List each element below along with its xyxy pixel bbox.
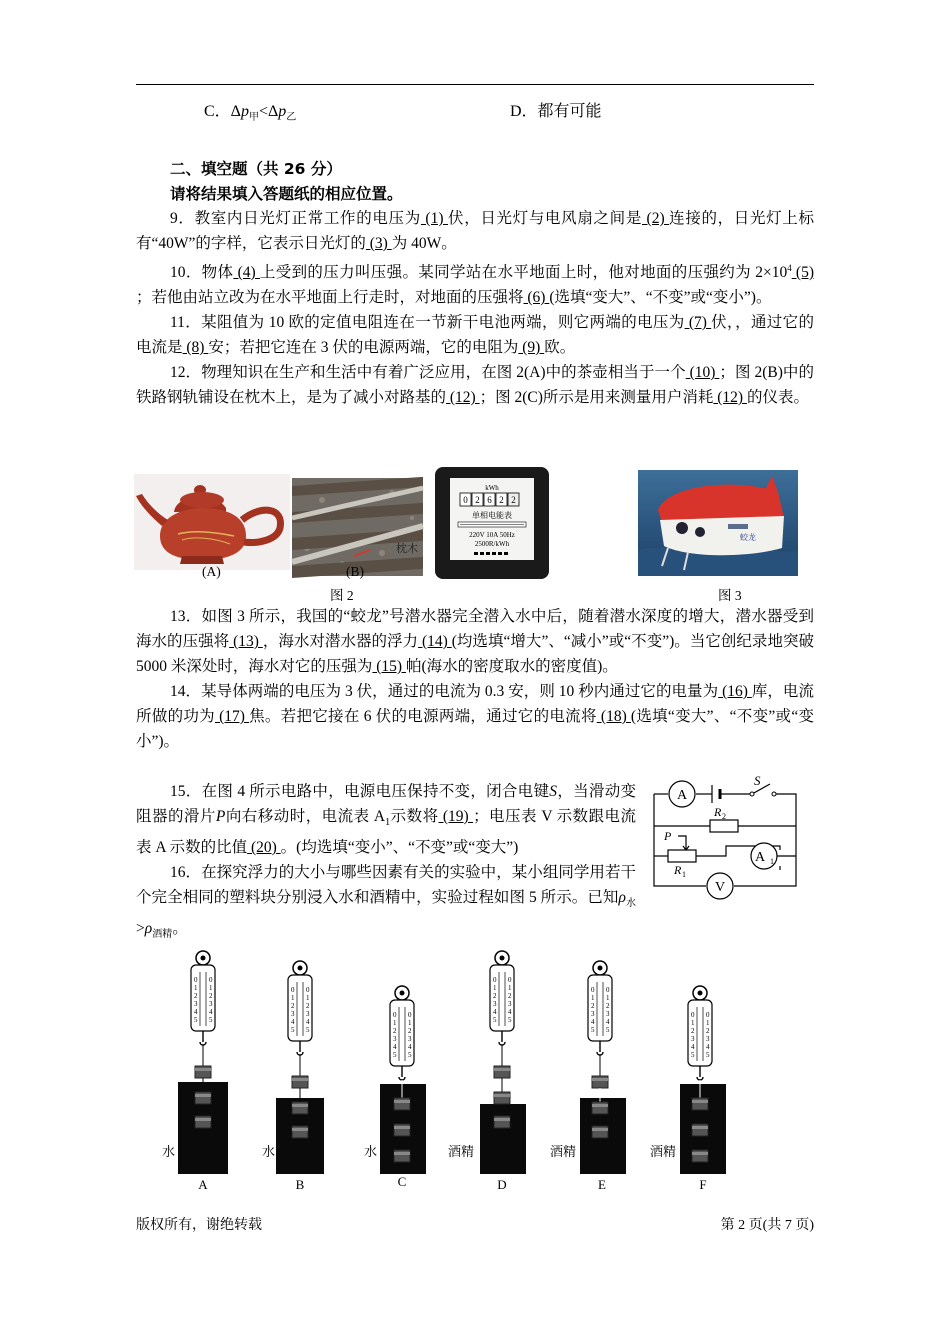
blank-19: (19) <box>438 808 474 825</box>
teapot-image <box>134 474 290 570</box>
meter-digits <box>460 493 519 506</box>
blank-9: (9) <box>518 339 545 357</box>
svg-text:2: 2 <box>722 812 726 821</box>
apparatus-letter-a: A <box>198 1177 208 1192</box>
question-11: 11．某阻值为 10 欧的定值电阻连在一节新干电池两端，则它两端的电压为 (7) 伏，，通过它的电流是 (8) 安；若把它连在 3 伏的电源两端，它的电阻为 (9) 欧。 <box>136 314 814 357</box>
option-c-sub2: 乙 <box>286 112 297 124</box>
apparatus-letter-d: D <box>497 1177 507 1192</box>
question-10: 10．物体 (4) 上受到的压力叫压强。某同学站在水平地面上时，他对地面的压强约为 $2\times 10^4$ (5) ；若他由站立改为在水平地面上行走时，对地面的压强将 (6) (选填“变大”、“不变”或“变小”)。 <box>136 263 814 307</box>
svg-text:2: 2 <box>475 495 480 505</box>
question-12: 12．物理知识在生产和生活中有着广泛应用，在图 2(A)中的茶壶相当于一个 (10) ；图 2(B)中的铁路钢轨铺设在枕木上，是为了减小对路基的 (12) ；图 2(C)所示是用来测量用户消耗 (12) 的仪表。 <box>136 364 814 407</box>
apparatus-f <box>680 986 726 1174</box>
question-9: 9．教室内日光灯正常工作的电压为 (1) 伏，日光灯与电风扇之间是 (2) 连接的，日光灯上标有“40W”的字样，它表示日光灯的 (3) 为 40W。 <box>136 210 814 252</box>
questions-block-1 <box>136 206 814 410</box>
caption-a: (A) <box>202 564 221 579</box>
questions-block-3 <box>136 779 636 947</box>
option-d: D．都有可能 <box>510 103 602 120</box>
apparatus-a <box>178 951 228 1174</box>
option-c-p1: p <box>240 103 249 120</box>
apparatus-letter-c: C <box>397 1174 407 1189</box>
switch-s-label: S <box>754 773 761 788</box>
blank-17: (17) <box>214 708 250 725</box>
submersible-image <box>638 470 798 576</box>
blank-3: (3) <box>365 235 392 252</box>
svg-text:6: 6 <box>487 495 492 505</box>
blank-20: (20) <box>247 839 281 857</box>
apparatus-d <box>480 951 526 1174</box>
blank-4: (4) <box>233 264 260 282</box>
submersible-label: 蛟龙 <box>740 533 756 542</box>
footer-copyright: 版权所有，谢绝转载 <box>136 1218 262 1233</box>
liquid-label-b: 水 <box>262 1144 276 1159</box>
option-c-sub1: 甲 <box>248 112 259 124</box>
svg-text:0: 0 <box>463 495 468 505</box>
svg-text:R: R <box>714 805 722 819</box>
electricity-meter-image <box>434 466 550 580</box>
footer-page-number: 第 2 页(共 7 页) <box>720 1218 814 1233</box>
figure-3-caption: 图 3 <box>718 588 742 603</box>
meter-name: 单相电能表 <box>472 511 512 520</box>
question-15: 15．在图 4 所示电路中，电源电压保持不变，闭合电键S，当滑动变阻器的滑片P向右移动时，电流表 $A_1$示数将 (19) ；电压表 V 示数跟电流表 A 示数的比值 (20) 。(均选填“变小”、“不变”或“变大”) <box>136 783 636 857</box>
resistor-r2 <box>710 820 738 832</box>
blank-14: (14) <box>418 633 452 650</box>
apparatus-letter-f: F <box>699 1177 707 1192</box>
top-rule <box>136 84 814 85</box>
blank-12b: (12) <box>713 389 747 407</box>
liquid-label-d: 酒精 <box>448 1144 475 1159</box>
caption-b: (B) <box>346 564 364 579</box>
liquid-label-f: 酒精 <box>650 1144 677 1159</box>
option-c-p2: p <box>278 103 287 120</box>
svg-text:2: 2 <box>511 495 516 505</box>
blank-16: (16) <box>718 683 752 700</box>
svg-text:1: 1 <box>682 870 686 879</box>
slider-p-label: P <box>664 829 672 843</box>
apparatus-c <box>380 986 426 1174</box>
option-c-prefix: C．Δ <box>204 103 241 120</box>
figure-2-caption: 图 2 <box>330 588 354 603</box>
questions-block-2 <box>136 604 814 754</box>
liquid-label-e: 酒精 <box>550 1144 577 1159</box>
apparatus-b <box>276 961 324 1174</box>
liquid-label-a: 水 <box>162 1144 176 1159</box>
blank-1: (1) <box>420 210 449 227</box>
question-14: 14．某导体两端的电压为 3 伏，通过的电流为 0.3 安，则 10 秒内通过它的电量为 (16) 库，电流所做的功为 (17) 焦。若把它接在 6 伏的电源两端，通过它的电流将 (18) (选填“变大”、“不变”或“变小”)。 <box>136 683 814 750</box>
sleeper-label: 枕木 <box>396 543 418 555</box>
blank-12a: (12) <box>446 389 480 407</box>
blank-13: (13) <box>229 633 263 650</box>
svg-text:2: 2 <box>499 495 504 505</box>
blank-15: (15) <box>372 658 406 675</box>
blank-5: (5) <box>791 264 814 282</box>
liquid-label-c: 水 <box>364 1144 378 1159</box>
section-title: 二、填空题（共 26 分） <box>170 160 342 178</box>
svg-text:1: 1 <box>770 857 774 866</box>
option-c <box>204 98 296 123</box>
blank-2: (2) <box>642 210 670 227</box>
apparatus-letter-b: B <box>295 1177 305 1192</box>
buoyancy-apparatus-figure: 012345 012345 水 水 水 酒精 酒精 酒精 A B C D E F <box>140 948 840 1198</box>
svg-text:R: R <box>674 863 682 877</box>
voltmeter-v-label: V <box>714 880 726 895</box>
ammeter-a1-label: A <box>754 850 766 865</box>
option-c-lt: <Δ <box>258 103 279 120</box>
rheostat-r1 <box>668 850 696 862</box>
apparatus-letter-e: E <box>598 1177 606 1192</box>
railroad-image <box>292 478 423 576</box>
question-16: 16．在探究浮力的大小与哪些因素有关的实验中，某小组同学用若干个完全相同的塑料块分别浸入水和酒精中，实验过程如图 5 所示。已知$\rho_水>\rho_{酒精}$。 <box>136 864 636 941</box>
meter-spec-2: 2500R/kWh <box>474 540 510 548</box>
section-instruction: 请将结果填入答题纸的相应位置。 <box>170 185 403 203</box>
blank-7: (7) <box>684 314 712 332</box>
blank-10: (10) <box>685 364 720 382</box>
meter-spec-1: 220V 10A 50Hz <box>469 531 515 539</box>
question-13: 13．如图 3 所示，我国的“蛟龙”号潜水器完全潜入水中后，随着潜水深度的增大，潜水器受到海水的压强将 (13) ，海水对潜水器的浮力 (14) (均选填“增大”、“减小”或“不变”)。当它创纪录地突破 5000 米深处时，海水对它的压强为 (15) 帕(海水的密度取水的密度值)。 <box>136 608 815 675</box>
blank-6: (6) <box>523 289 550 307</box>
circuit-diagram <box>648 772 802 896</box>
meter-unit: kWh <box>485 484 499 492</box>
ammeter-a-label: A <box>676 788 688 803</box>
blank-18: (18) <box>596 708 631 725</box>
blank-8: (8) <box>182 339 209 357</box>
apparatus-e <box>580 961 626 1174</box>
